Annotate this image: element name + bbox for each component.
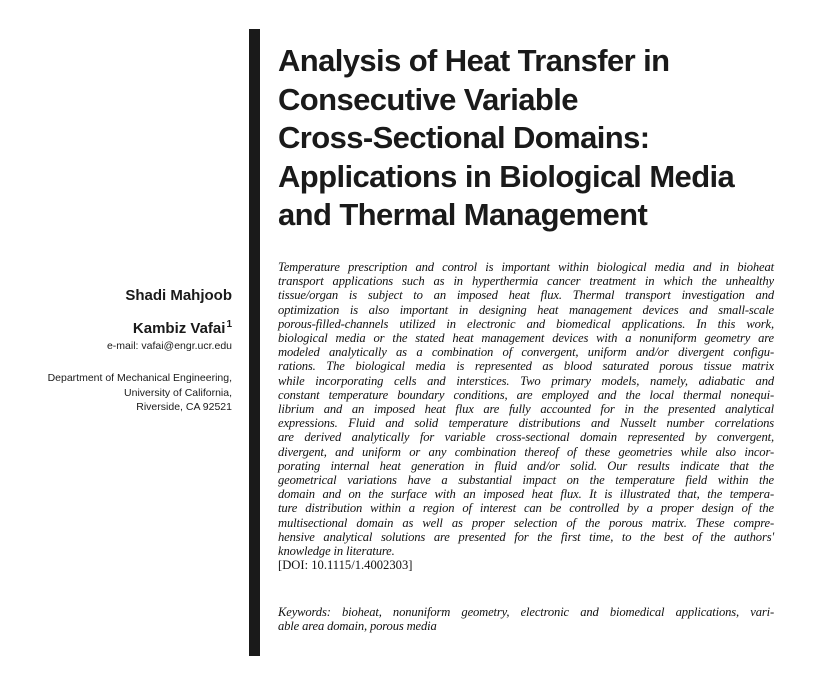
abstract-line: porous-filled-channels utilized in electronic and biomedical applications. In this work,	[278, 316, 774, 331]
abstract-line: hensive analytical solutions are presented for the first time, to the best of the authors'	[278, 529, 774, 544]
abstract-line: knowledge in literature.	[278, 544, 395, 559]
keywords	[278, 605, 774, 633]
abstract-line: domain and on the surface with an imposed heat flux. It is illustrated that, the tempera-	[278, 487, 774, 502]
affiliation-line: Riverside, CA 92521	[136, 401, 232, 413]
abstract-line: tissue/organ is subject to an imposed heat flux. Thermal transport investigation and	[278, 288, 774, 303]
author-name-text: Kambiz Vafai	[132, 320, 226, 337]
affiliation-line: Department of Mechanical Engineering,	[47, 372, 232, 384]
title-line: Applications in Biological Media	[278, 158, 735, 194]
abstract-line: ture distribution within a region of interest can be controlled by a proper design of the	[278, 501, 774, 516]
abstract-line: librium and an imposed heat flux are fully accounted for in the presented analytical	[278, 402, 774, 417]
abstract-line: porating internal heat generation in fluid and/or solid. Our results indicate that the	[278, 458, 774, 473]
title-line: Consecutive Variable	[278, 81, 578, 117]
abstract-line: geometrical variations have a substantial impact on the temperature field within the	[278, 473, 774, 488]
abstract-line: expressions. Fluid and solid temperature distributions and Nusselt number correlations	[278, 416, 774, 431]
title-line: Cross-Sectional Domains:	[278, 120, 650, 155]
author-name	[48, 316, 232, 338]
abstract-line: modeled analytically as a combination of convergent, uniform and/or divergent configu-	[278, 345, 774, 360]
author-name: Shadi Mahjoob	[125, 287, 232, 304]
abstract-line: while incorporating cells and interstices. Two primary models, namely, adiabatic and	[278, 373, 774, 388]
abstract-line: biological media or the stated heat management devices with a nonuniform geometry are	[278, 331, 774, 346]
author-email: e-mail: vafai@engr.ucr.edu	[106, 340, 232, 352]
footnote-marker: 1	[226, 319, 232, 330]
abstract-line: transport applications such as in hyperthermia cancer treatment in which the unhealthy	[278, 274, 774, 289]
abstract-line: are derived analytically for variable cross-sectional domain represented by convergent,	[278, 430, 774, 445]
affiliation	[48, 371, 232, 415]
keywords-line: Keywords: bioheat, nonuniform geometry, electronic and biomedical applications, vari-	[278, 605, 774, 619]
abstract-line: multisectional domain as well as proper selection of the porous matrix. These compre-	[278, 515, 774, 530]
abstract-line: divergent, and uniform or any combination thereof of these geometries while also incor-	[278, 444, 774, 459]
keywords-line: able area domain, porous media	[278, 619, 437, 634]
vertical-rule	[249, 29, 260, 656]
abstract-line: constant temperature boundary conditions, are employed and the local thermal nonequi-	[278, 387, 774, 402]
abstract-line: rations. The biological media is represented as blood saturated porous tissue matrix	[278, 359, 774, 374]
abstract-line: Temperature prescription and control is important within biological media and in bioheat	[278, 260, 774, 274]
abstract	[278, 260, 774, 572]
title-line: and Thermal Management	[278, 197, 648, 232]
author-block	[48, 287, 232, 415]
paper-title	[278, 42, 798, 235]
affiliation-line: University of California,	[124, 386, 232, 399]
doi: [DOI: 10.1115/1.4002303]	[278, 558, 413, 573]
title-line: Analysis of Heat Transfer in	[278, 43, 670, 78]
abstract-line: optimization is also important in designing heat management devices and small-scale	[278, 302, 774, 317]
